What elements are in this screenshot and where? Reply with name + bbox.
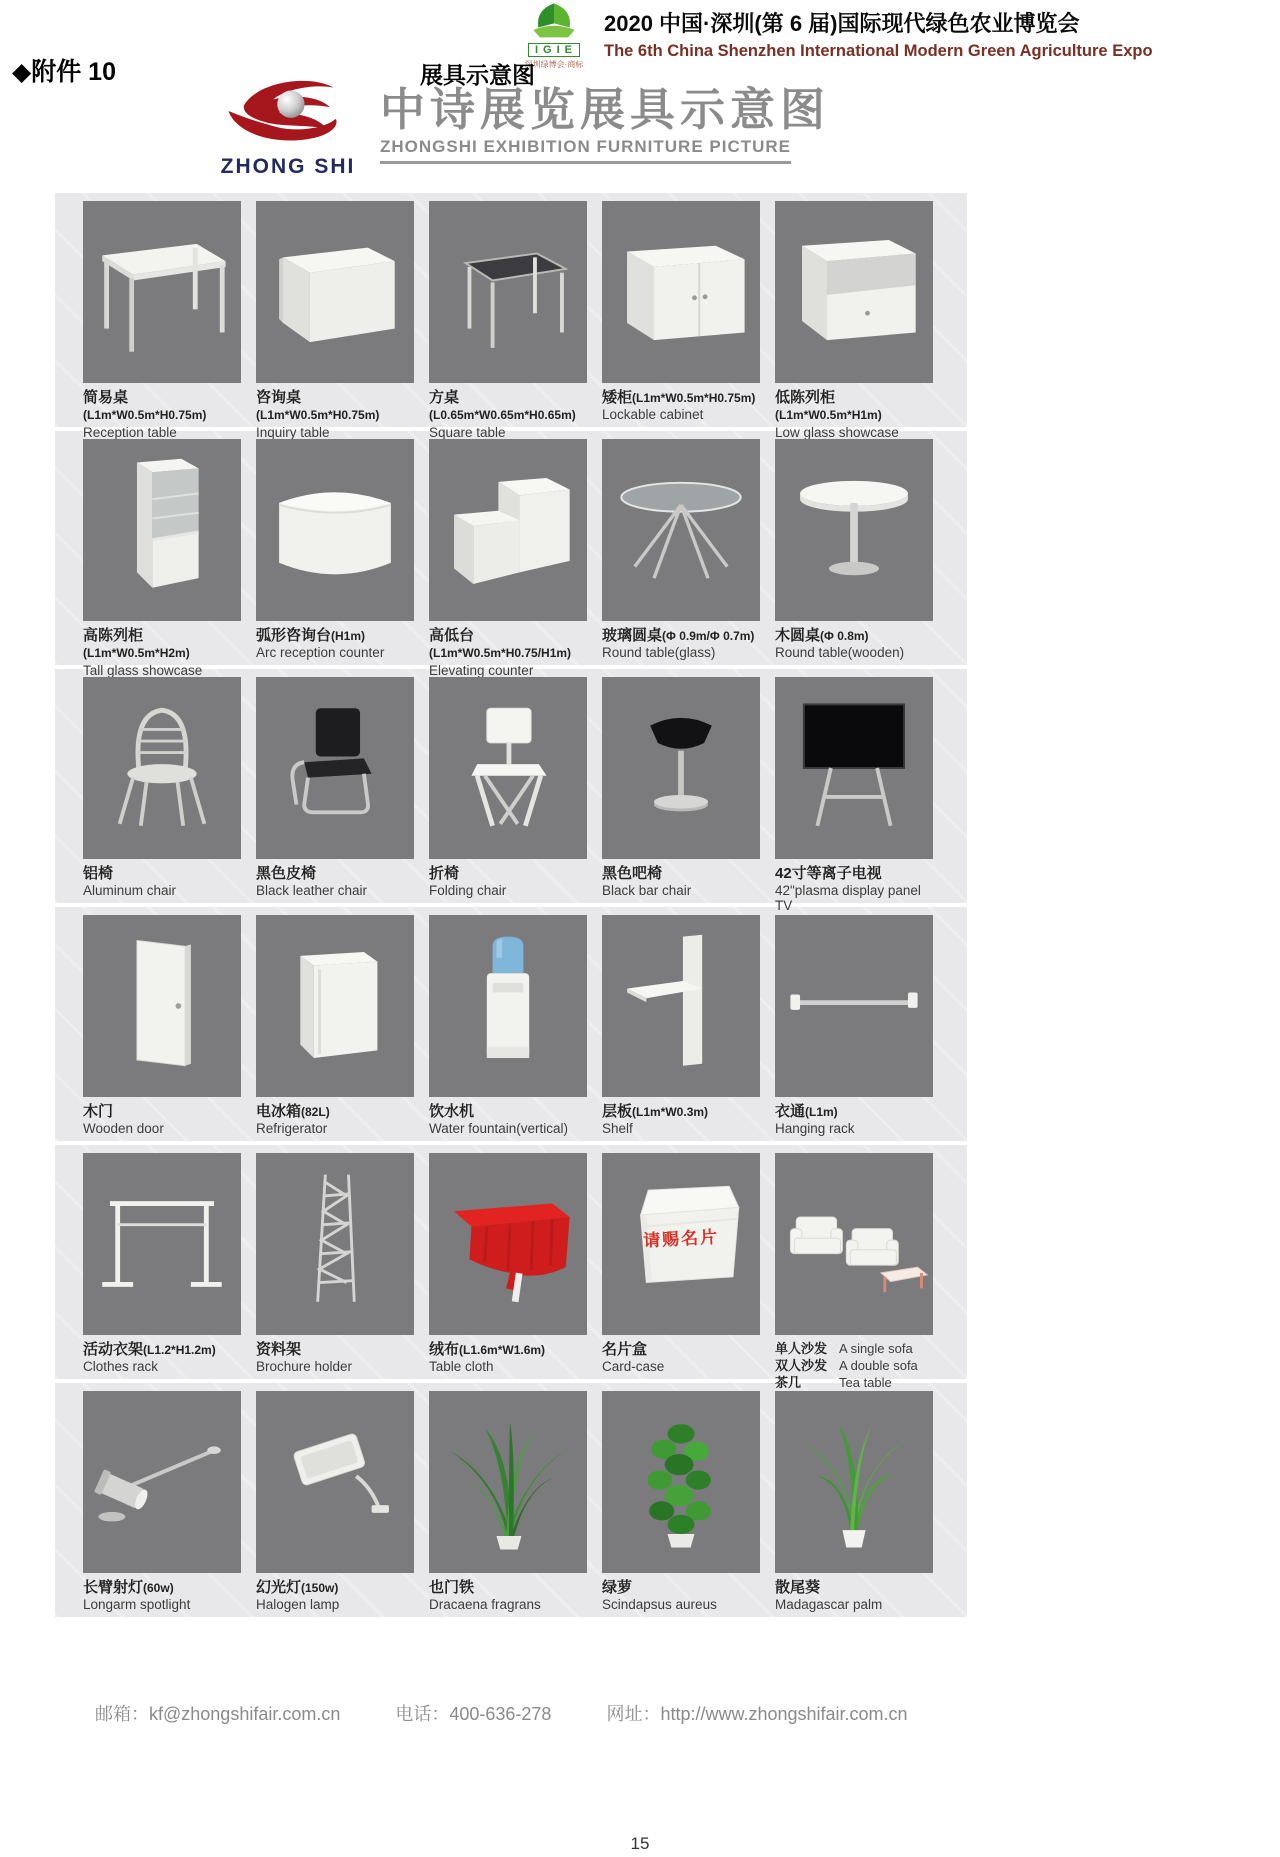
- item-name-zh: 弧形咨询台(H1m): [256, 627, 366, 644]
- item-name-en: Inquiry table: [256, 424, 330, 440]
- item-name-en: Black leather chair: [256, 883, 368, 899]
- black-bar-chair-image: [602, 677, 760, 859]
- item-name-zh: 高低台(L1m*W0.5m*H0.75/H1m): [429, 627, 572, 661]
- reception-table-image: [83, 201, 241, 383]
- item-name-zh: 活动衣架(L1.2*H1.2m): [83, 1341, 216, 1358]
- item-cell: [429, 1391, 587, 1617]
- item-name-zh: 资料架: [256, 1341, 302, 1358]
- item-cell: [602, 201, 760, 427]
- table-cloth-image: [429, 1153, 587, 1335]
- item-name-en: Table cloth: [429, 1359, 494, 1375]
- item-cell: [429, 201, 587, 440]
- item-name-en: Brochure holder: [256, 1359, 353, 1375]
- round-table-glass-image: [602, 439, 760, 621]
- item-name-zh: 折椅: [429, 865, 460, 882]
- item-name-en: Scindapsus aureus: [602, 1597, 717, 1613]
- item-cell: [602, 1391, 760, 1617]
- phone-value: 400-636-278: [449, 1704, 552, 1724]
- item-name-en: Round table(glass): [602, 645, 716, 661]
- igie-subtext: 深圳绿博会·商标: [524, 60, 584, 69]
- item-cell: [602, 677, 760, 903]
- furniture-grid: [55, 193, 967, 1621]
- item-cell: [83, 1153, 241, 1379]
- item-name-zh: 高陈列柜(L1m*W0.5m*H2m): [83, 627, 190, 661]
- item-name-zh: 木圆桌(Φ 0.8m): [775, 627, 869, 644]
- hanging-rack-image: [775, 915, 933, 1097]
- plasma-tv-image: [775, 677, 933, 859]
- shelf-image: [602, 915, 760, 1097]
- item-cell: [602, 915, 760, 1141]
- item-name-zh: 低陈列柜(L1m*W0.5m*H1m): [775, 389, 882, 423]
- clothes-rack-image: [83, 1153, 241, 1335]
- sofa-set-image: [775, 1153, 933, 1335]
- item-name-zh: 黑色吧椅: [602, 865, 663, 882]
- item-name-zh: 42寸等离子电视: [775, 865, 882, 882]
- water-fountain-image: [429, 915, 587, 1097]
- item-name-zh: 饮水机: [429, 1103, 475, 1120]
- tall-glass-showcase-image: [83, 439, 241, 621]
- expo-title-en: The 6th China Shenzhen International Modern Green Agriculture Expo: [604, 42, 1153, 60]
- brand-title-zh: 中诗展览展具示意图: [380, 84, 831, 135]
- item-name-en: Reception table: [83, 424, 177, 440]
- furniture-row-1: [55, 193, 967, 440]
- item-name-zh: 铝椅: [83, 865, 114, 882]
- square-table-image: [429, 201, 587, 383]
- item-name-en: Shelf: [602, 1121, 633, 1137]
- brand-title-en: ZHONGSHI EXHIBITION FURNITURE PICTURE: [380, 137, 791, 164]
- arc-counter-image: [256, 439, 414, 621]
- item-name-zh: 矮柜(L1m*W0.5m*H0.75m): [602, 389, 756, 406]
- item-cell: [775, 915, 933, 1141]
- item-cell: [429, 439, 587, 678]
- item-name-zh: 绿萝: [602, 1579, 633, 1596]
- aluminum-chair-image: [83, 677, 241, 859]
- refrigerator-image: [256, 915, 414, 1097]
- item-cell: [256, 1153, 414, 1379]
- item-name-en: Madagascar palm: [775, 1597, 883, 1613]
- item-cell: [775, 201, 933, 440]
- expo-title-zh: 2020 中国·深圳(第 6 届)国际现代绿色农业博览会: [604, 11, 1080, 36]
- item-name-en: Folding chair: [429, 883, 507, 899]
- low-glass-showcase-image: [775, 201, 933, 383]
- item-cell: [775, 439, 933, 665]
- item-cell: [602, 439, 760, 665]
- item-name-en: Aluminum chair: [83, 883, 177, 899]
- item-name-en: Low glass showcase: [775, 424, 899, 440]
- item-cell: [256, 677, 414, 903]
- item-name-en: Square table: [429, 424, 506, 440]
- item-name-en: Black bar chair: [602, 883, 692, 899]
- item-cell: [775, 1153, 933, 1390]
- item-name-en: Halogen lamp: [256, 1597, 340, 1613]
- item-name-en: 42"plasma display panel TV: [775, 883, 921, 914]
- elevating-counter-image: [429, 439, 587, 621]
- folding-chair-image: [429, 677, 587, 859]
- lockable-cabinet-image: [602, 201, 760, 383]
- item-cell: [83, 677, 241, 903]
- brand-header: [212, 72, 830, 179]
- scindapsus-image: [602, 1391, 760, 1573]
- furniture-row-3: [55, 669, 967, 914]
- card-case-image: [602, 1153, 760, 1335]
- item-name-zh: 长臂射灯(60w): [83, 1579, 174, 1596]
- inquiry-table-image: [256, 201, 414, 383]
- expo-header: [518, 0, 1153, 70]
- halogen-lamp-image: [256, 1391, 414, 1573]
- dracaena-image: [429, 1391, 587, 1573]
- item-cell: [256, 201, 414, 440]
- item-name-en: Clothes rack: [83, 1359, 159, 1375]
- brochure-holder-image: [256, 1153, 414, 1335]
- item-name-zh: 幻光灯(150w): [256, 1579, 339, 1596]
- item-cell: [429, 677, 587, 903]
- sofa-set-labels: 单人沙发 A single sofa 双人沙发 A double sofa 茶几 Tea table: [775, 1341, 918, 1390]
- item-cell: [83, 915, 241, 1141]
- furniture-row-2: [55, 431, 967, 678]
- furniture-row-6: [55, 1383, 967, 1617]
- item-cell: [83, 439, 241, 678]
- item-cell: [256, 439, 414, 665]
- black-leather-chair-image: [256, 677, 414, 859]
- item-name-en: Lockable cabinet: [602, 407, 704, 423]
- email-value[interactable]: kf@zhongshifair.com.cn: [149, 1704, 341, 1724]
- item-name-zh: 玻璃圆桌(Φ 0.9m/Φ 0.7m): [602, 627, 755, 644]
- item-name-en: Tall glass showcase: [83, 662, 203, 678]
- item-name-zh: 电冰箱(82L): [256, 1103, 330, 1120]
- website-label: 网址：: [606, 1704, 661, 1724]
- item-cell: [429, 1153, 587, 1379]
- furniture-row-5: [55, 1145, 967, 1390]
- item-name-en: Elevating counter: [429, 662, 534, 678]
- item-cell: [775, 1391, 933, 1617]
- item-cell: [602, 1153, 760, 1379]
- furniture-row-4: [55, 907, 967, 1141]
- item-cell: [429, 915, 587, 1141]
- igie-acronym: IGIE: [528, 43, 580, 57]
- phone-label: 电话：: [395, 1704, 450, 1724]
- item-name-zh: 简易桌(L1m*W0.5m*H0.75m): [83, 389, 207, 423]
- item-cell: [775, 677, 933, 914]
- item-cell: [256, 1391, 414, 1617]
- longarm-spotlight-image: [83, 1391, 241, 1573]
- item-name-zh: 木门: [83, 1103, 114, 1120]
- item-name-zh: 方桌(L0.65m*W0.65m*H0.65m): [429, 389, 576, 423]
- zhongshi-logo-text: ZHONG SHI: [220, 155, 356, 178]
- card-case-photo-text: 请赐名片: [642, 1227, 720, 1251]
- item-name-en: Wooden door: [83, 1121, 164, 1137]
- igie-leaves-icon: [518, 0, 590, 40]
- item-name-en: Longarm spotlight: [83, 1597, 191, 1613]
- page-number: 15: [630, 1834, 650, 1853]
- wooden-door-image: [83, 915, 241, 1097]
- section-title: 展具示意图: [420, 62, 535, 88]
- item-name-zh: 也门铁: [429, 1579, 475, 1596]
- item-cell: [256, 915, 414, 1141]
- item-name-zh: 层板(L1m*W0.3m): [602, 1103, 709, 1120]
- attachment-label: ◆附件 10: [12, 58, 116, 86]
- item-name-zh: 黑色皮椅: [256, 865, 317, 882]
- item-name-en: Arc reception counter: [256, 645, 385, 661]
- item-name-en: Refrigerator: [256, 1121, 328, 1137]
- item-name-zh: 咨询桌(L1m*W0.5m*H0.75m): [256, 389, 380, 423]
- email-label: 邮箱：: [95, 1704, 149, 1724]
- madagascar-palm-image: [775, 1391, 933, 1573]
- item-name-zh: 名片盒: [602, 1341, 648, 1358]
- item-name-en: Round table(wooden): [775, 645, 905, 661]
- contact-footer: [95, 1700, 963, 1726]
- round-table-wooden-image: [775, 439, 933, 621]
- item-cell: [83, 1391, 241, 1617]
- item-name-en: Hanging rack: [775, 1121, 855, 1137]
- item-cell: [83, 201, 241, 440]
- item-name-zh: 衣通(L1m): [775, 1103, 838, 1120]
- item-name-en: Water fountain(vertical): [429, 1121, 569, 1137]
- item-name-en: Card-case: [602, 1359, 665, 1375]
- item-name-zh: 绒布(L1.6m*W1.6m): [429, 1341, 546, 1358]
- item-name-en: Dracaena fragrans: [429, 1597, 541, 1613]
- item-name-zh: 散尾葵: [775, 1579, 821, 1596]
- website-value[interactable]: http://www.zhongshifair.com.cn: [660, 1704, 908, 1724]
